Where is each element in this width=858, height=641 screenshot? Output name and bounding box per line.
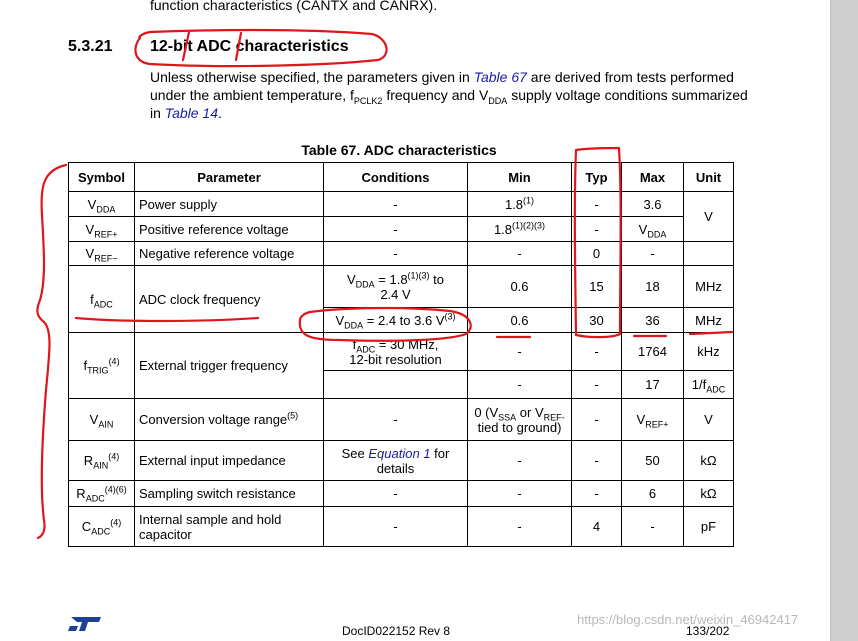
- doc-id: DocID022152 Rev 8: [342, 624, 451, 638]
- table-caption: Table 67. ADC characteristics: [301, 142, 497, 158]
- symbol-cell: $C_{ADC}^{(4)}$: [69, 507, 135, 547]
- min-cell: -: [468, 242, 572, 266]
- max-cell: 18: [622, 266, 684, 308]
- typ-cell: -: [572, 371, 622, 399]
- symbol-cell: $f_{ADC}$: [69, 266, 135, 333]
- conditions-cell: $V_{DDA} = 2.4$ to 3.6 $V^{(3)}$: [324, 308, 468, 333]
- table-row: [69, 399, 734, 441]
- parameter-cell: Sampling switch resistance: [135, 481, 324, 507]
- header-min: Min: [468, 163, 572, 192]
- typ-cell: -: [572, 399, 622, 441]
- unit-cell: $1/f_{ADC}$: [684, 371, 734, 399]
- unit-cell: V: [684, 399, 734, 441]
- left-brace: [37, 165, 66, 538]
- parameter-cell: External input impedance: [135, 441, 324, 481]
- table-row: [69, 217, 734, 242]
- parameter-cell: Conversion voltage range$^{(5)}$: [135, 399, 324, 441]
- symbol-cell: $f_{TRIG}^{(4)}$: [69, 333, 135, 399]
- unit-cell: MHz: [684, 266, 734, 308]
- max-cell: $V_{REF+}$: [622, 399, 684, 441]
- conditions-cell: $V_{DDA} = 1.8^{(1)(3)}$ to 2.4 V: [324, 266, 468, 308]
- min-cell: -: [468, 507, 572, 547]
- previous-section-text: function characteristics (CANTX and CANRX).: [150, 0, 438, 13]
- parameter-cell: External trigger frequency: [135, 333, 324, 399]
- conditions-cell: -: [324, 507, 468, 547]
- typ-cell: 15: [572, 266, 622, 308]
- max-cell: 1764: [622, 333, 684, 371]
- table-67-link[interactable]: Table 67: [473, 69, 527, 85]
- typ-cell: -: [572, 441, 622, 481]
- typ-cell: 30: [572, 308, 622, 333]
- parameter-cell: Power supply: [135, 192, 324, 217]
- typ-cell: -: [572, 192, 622, 217]
- conditions-cell: -: [324, 192, 468, 217]
- conditions-cell: -: [324, 217, 468, 242]
- table-row: [69, 266, 734, 308]
- unit-cell: V: [684, 192, 734, 242]
- vertical-scrollbar[interactable]: [830, 0, 858, 641]
- header-unit: Unit: [684, 163, 734, 192]
- max-cell: -: [622, 242, 684, 266]
- max-cell: 17: [622, 371, 684, 399]
- symbol-cell: $R_{AIN}^{(4)}$: [69, 441, 135, 481]
- unit-cell: kΩ: [684, 441, 734, 481]
- min-cell: 0.6: [468, 266, 572, 308]
- table-row: [69, 333, 734, 371]
- table-header-row: [69, 163, 734, 192]
- parameter-cell: ADC clock frequency: [135, 266, 324, 333]
- max-cell: -: [622, 507, 684, 547]
- conditions-cell: -: [324, 399, 468, 441]
- section-number: 5.3.21: [68, 38, 113, 55]
- header-typ: Typ: [572, 163, 622, 192]
- min-cell: 0 ($V_{SSA}$ or $V_{REF-}$ tied to ground): [468, 399, 572, 441]
- typ-cell: -: [572, 217, 622, 242]
- min-cell: -: [468, 481, 572, 507]
- symbol-cell: $R_{ADC}^{(4)(6)}$: [69, 481, 135, 507]
- max-cell: $V_{DDA}$: [622, 217, 684, 242]
- symbol-cell: $V_{DDA}$: [69, 192, 135, 217]
- table-row: [69, 481, 734, 507]
- typ-cell: -: [572, 481, 622, 507]
- parameter-cell: Negative reference voltage: [135, 242, 324, 266]
- conditions-cell: [324, 371, 468, 399]
- min-cell: 0.6: [468, 308, 572, 333]
- max-cell: 50: [622, 441, 684, 481]
- section-title: 12-bit ADC characteristics: [150, 38, 349, 55]
- min-cell: -: [468, 333, 572, 371]
- max-cell: 6: [622, 481, 684, 507]
- conditions-cell: -: [324, 481, 468, 507]
- unit-cell: [684, 242, 734, 266]
- st-logo: [68, 614, 104, 634]
- unit-cell: kΩ: [684, 481, 734, 507]
- min-cell: -: [468, 371, 572, 399]
- header-conditions: Conditions: [324, 163, 468, 192]
- header-parameter: Parameter: [135, 163, 324, 192]
- max-cell: 36: [622, 308, 684, 333]
- min-cell: $1.8^{(1)(2)(3)}$: [468, 217, 572, 242]
- typ-cell: -: [572, 333, 622, 371]
- unit-cell: MHz: [684, 308, 734, 333]
- header-max: Max: [622, 163, 684, 192]
- watermark-text: https://blog.csdn.net/weixin_46942417: [577, 612, 799, 627]
- max-cell: 3.6: [622, 192, 684, 217]
- parameter-cell: Internal sample and hold capacitor: [135, 507, 324, 547]
- unit-cell: pF: [684, 507, 734, 547]
- symbol-cell: $V_{REF-}$: [69, 242, 135, 266]
- conditions-cell: -: [324, 242, 468, 266]
- min-cell: 1.8$^{(1)}$: [468, 192, 572, 217]
- header-symbol: Symbol: [69, 163, 135, 192]
- intro-paragraph: Unless otherwise specified, the parameters given in Table 67 are derived from tests performed under the ambient temperature, $f_{PCLK2}$ frequency and $V_{DDA}$ supply voltage conditions summarized in Table 14.: [150, 69, 748, 121]
- page-number: 133/202: [686, 624, 730, 638]
- conditions-cell: See Equation 1 for details: [324, 441, 468, 481]
- table-row: [69, 192, 734, 217]
- symbol-cell: $V_{AIN}$: [69, 399, 135, 441]
- table-14-link[interactable]: Table 14: [164, 105, 218, 121]
- unit-cell: kHz: [684, 333, 734, 371]
- symbol-cell: $V_{REF+}$: [69, 217, 135, 242]
- typ-cell: 4: [572, 507, 622, 547]
- table-row: [69, 507, 734, 547]
- conditions-cell: $f_{ADC} = 30$ MHz, 12-bit resolution: [324, 333, 468, 371]
- parameter-cell: Positive reference voltage: [135, 217, 324, 242]
- adc-characteristics-table: [68, 162, 734, 547]
- table-row: [69, 441, 734, 481]
- min-cell: -: [468, 441, 572, 481]
- equation-1-link[interactable]: Equation 1: [368, 445, 431, 461]
- typ-cell: 0: [572, 242, 622, 266]
- table-row: [69, 242, 734, 266]
